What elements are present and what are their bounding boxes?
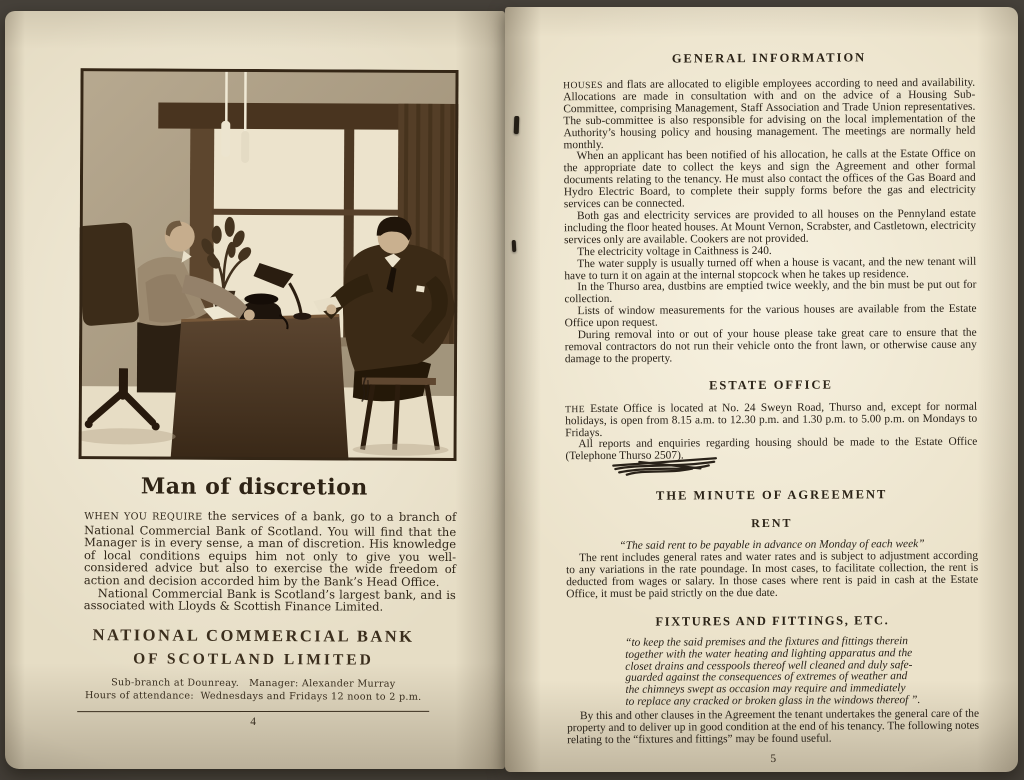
staple	[514, 116, 520, 134]
paragraph-allocations-text: and flats are allocated to eligible employees according to need and availability. Allocations are made in consultation with and on the advice of a Housing Sub-Committee, comprising Management, Staff Association and Trade Union representatives. The sub-committee is also responsible for advising on the local implementation of the Authority’s housing policy and housing management. The meetings are normally held monthly.	[563, 76, 976, 151]
rent-quote: “The said rent to be payable in advance on Monday of each week”	[619, 538, 925, 553]
ad-lead-smallcaps: WHEN YOU REQUIRE	[84, 511, 203, 523]
paragraph-fixtures: By this and other clauses in the Agreement the tenant undertakes the general care of the property and to deliver up in good condition at the end of his tenancy. The following notes relating to the “fixtures and fittings” may be found useful.	[567, 707, 980, 746]
ad-paragraph-1	[84, 509, 456, 589]
fixtures-quote-line: guarded against the consequences of extremes of weather and	[625, 670, 908, 685]
fixtures-quote-line: closet drains and cesspools thereof well cleaned and duly safe-	[625, 658, 913, 673]
fixtures-quote-line: together with the water heating and lighting apparatus and the	[625, 646, 913, 661]
fixtures-quote-line: “to keep the said premises and the fixtures and fittings therein	[625, 635, 909, 649]
bank-ad-illustration	[79, 68, 459, 461]
telephone-number	[619, 450, 677, 462]
fixtures-quote-line: the chimneys swept as occasion may require and immediately	[625, 682, 906, 696]
fixtures-quote-line: to replace any cracked or broken glass in the windows thereof ”.	[625, 693, 921, 708]
houses-lead-smallcaps: HOUSES	[563, 79, 603, 92]
ad-paragraph-1-text: the services of a bank, go to a branch of National Commercial Bank of Scotland. You will find that the Manager is in every sense, a man of discretion. His knowledge of local conditions equips him not only to give you well-considered advice but also to exercise the wide freedom of action and decision accorded him by the Bank’s Head Office.	[83, 508, 457, 589]
estate-office-heading: ESTATE OFFICE	[709, 377, 833, 393]
fixtures-heading: FIXTURES AND FITTINGS, ETC.	[655, 613, 890, 629]
paragraph-reports	[565, 437, 977, 463]
paragraph-voltage: The electricity voltage in Caithness is 240.	[577, 244, 772, 258]
minute-of-agreement-heading: THE MINUTE OF AGREEMENT	[655, 487, 888, 503]
the-lead-smallcaps: THE	[565, 403, 586, 415]
paragraph-rent: The rent includes general rates and water rates and is subject to adjustment according to any variations in the rate poundage. In most cases, to facilitate collection, the rent is deducted from wages or salary. In those cases where rent is paid in cash at the Estate Office, it must be paid strictly on the due date.	[566, 549, 979, 601]
right-page	[505, 7, 1018, 772]
page-number-right: 5	[770, 753, 777, 766]
open-booklet	[5, 4, 1018, 774]
paragraph-removal: During removal into or out of your house please take great care to ensure that the removal contractors do not run their vehicle onto the front lawn, or otherwise cause any damage to the property.	[564, 326, 977, 366]
rent-heading: RENT	[751, 516, 793, 531]
paragraph-dustbins: In the Thurso area, dustbins are emptied twice weekly, and the bin must be put out for collection.	[564, 279, 977, 306]
bank-name-line-2: OF SCOTLAND LIMITED	[133, 650, 374, 669]
paragraph-window-measurements: Lists of window measurements for the various houses are available from the Estate Office upon request.	[564, 302, 977, 330]
paragraph-applicant: When an applicant has been notified of his allocation, he calls at the Estate Office on the appropriate date to collect the keys and sign the Agreement and other formal documents relating to the tenancy. He must also contact the offices of the Gas Board and Hydro Electric Board, to complete their supply forms before the gas and electricity services can be connected.	[563, 148, 976, 211]
ad-paragraph-2: National Commercial Bank is Scotland’s largest bank, and is associated with Lloyds & Scottish Finance Limited.	[83, 585, 456, 614]
fixtures-quote	[625, 636, 920, 709]
ad-headline: Man of discretion	[140, 473, 368, 501]
desk	[171, 315, 350, 461]
staple	[512, 240, 517, 252]
left-page-content	[5, 11, 505, 729]
hours-line: Hours of attendance: Wednesdays and Fridays 12 noon to 2 p.m.	[84, 689, 422, 703]
branch-line: Sub-branch at Dounreay. Manager: Alexander Murray	[111, 677, 396, 690]
telephone-number-text: Thurso 2507	[619, 449, 678, 463]
bank-name-line-1: NATIONAL COMMERCIAL BANK	[92, 624, 415, 646]
right-page-content	[505, 7, 1018, 767]
paragraph-allocations	[563, 78, 975, 152]
paragraph-gas-electricity: Both gas and electricity services are provided to all houses on the Pennyland estate including the floor heated houses. At Mount Vernon, Scrabster, and Castletown, electricity services only are available. Cookers are not provided.	[563, 207, 977, 246]
left-page	[5, 11, 505, 769]
paragraph-estate-office	[565, 401, 977, 439]
paragraph-reports-close: ).	[677, 449, 684, 462]
paragraph-water-supply: The water supply is usually turned off when a house is vacant, and the new tenant will have to turn it on again at the internal stopcock when he takes up residence.	[564, 255, 977, 282]
paragraph-reports-text: All reports and enquiries regarding housing should be made to the Estate Office (Telephone	[565, 436, 978, 463]
ad-rule	[77, 711, 429, 712]
page-number-left: 4	[250, 715, 257, 728]
general-information-heading: GENERAL INFORMATION	[671, 50, 867, 66]
office-scene	[79, 68, 459, 461]
paragraph-estate-office-text: Estate Office is located at No. 24 Sweyn Road, Thurso and, except for normal holidays, is open from 8.15 a.m. to 12.30 p.m. and 1.30 p.m. to 5.00 p.m. on Mondays to Fridays.	[565, 400, 978, 439]
